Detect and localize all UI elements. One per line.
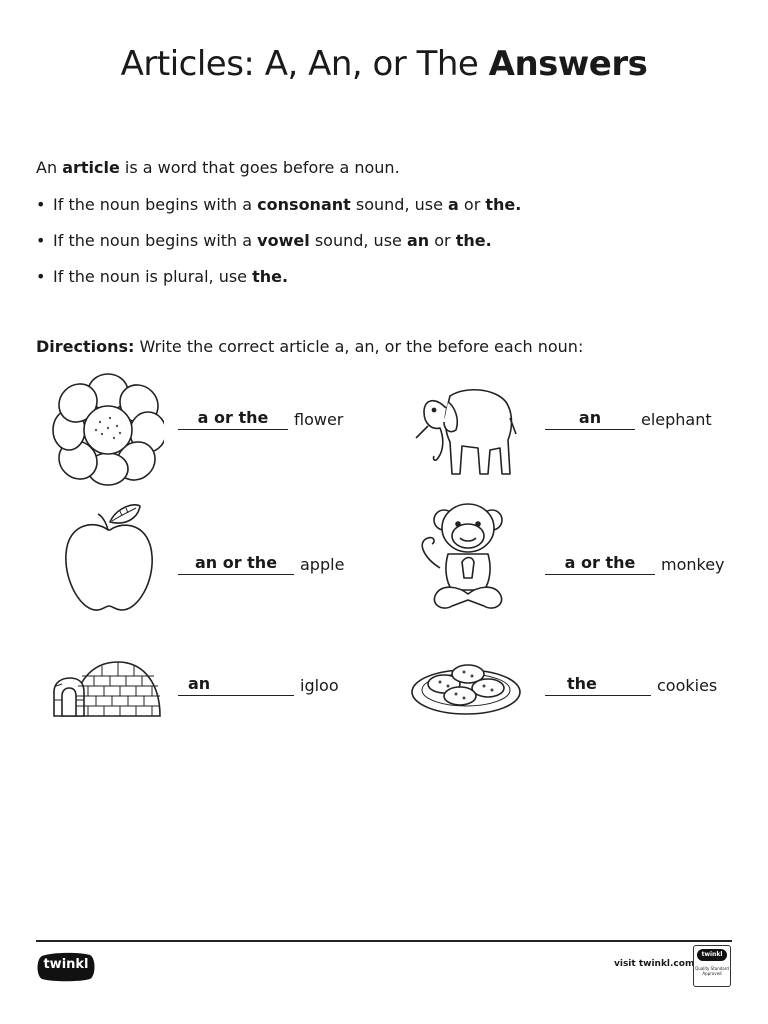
intro-post: is a word that goes before a noun. <box>124 158 400 177</box>
rule-text: sound, use <box>355 195 443 214</box>
rule-consonant <box>36 194 521 230</box>
title-answers: Answers <box>488 44 648 84</box>
rule-text: If the noun begins with a <box>53 195 253 214</box>
answer-blank[interactable]: the <box>545 674 651 696</box>
twinkl-logo[interactable] <box>36 950 96 984</box>
noun-label: apple <box>300 555 345 574</box>
page-title <box>0 44 768 84</box>
directions-label: Directions: <box>36 337 135 356</box>
answer-blank[interactable]: a or the <box>178 408 288 430</box>
answer-blank[interactable]: a or the <box>545 553 655 575</box>
rule-text: If the noun is plural, use <box>53 267 248 286</box>
noun-label: monkey <box>661 555 725 574</box>
answer-row-apple <box>178 553 344 575</box>
rule-text: or <box>434 231 451 250</box>
directions <box>36 337 583 356</box>
rule-keyword: consonant <box>257 195 351 214</box>
igloo-icon <box>52 654 164 720</box>
rule-text: sound, use <box>314 231 402 250</box>
flower-icon <box>52 370 164 486</box>
answer-row-igloo <box>178 674 339 696</box>
noun-label: flower <box>294 410 344 429</box>
apple-icon <box>62 500 156 616</box>
logo-text: twinkl <box>43 957 89 972</box>
rule-text: If the noun begins with a <box>53 231 253 250</box>
badge-logo: twinkl <box>697 949 727 961</box>
noun-label: igloo <box>300 676 339 695</box>
answer-row-flower <box>178 408 343 430</box>
answer-blank[interactable]: an or the <box>178 553 294 575</box>
monkey-icon <box>414 502 518 616</box>
answer-blank[interactable]: an <box>178 674 294 696</box>
rule-vowel <box>36 230 521 266</box>
visit-link[interactable]: visit twinkl.com <box>614 959 695 969</box>
rule-text: or <box>463 195 481 214</box>
rule-keyword: vowel <box>257 231 310 250</box>
rule-article: an <box>406 231 430 250</box>
quality-badge <box>693 945 731 987</box>
rule-plural <box>36 266 521 302</box>
rule-article: a <box>448 195 459 214</box>
rule-article: the. <box>252 267 289 286</box>
answer-blank[interactable]: an <box>545 408 635 430</box>
rules-list <box>36 194 521 302</box>
cookies-icon <box>410 654 522 718</box>
directions-text: Write the correct article a, an, or the before each noun: <box>139 337 584 356</box>
footer-divider <box>36 940 732 942</box>
rule-article: the. <box>485 195 522 214</box>
noun-label: cookies <box>657 676 718 695</box>
intro-pre: An <box>36 158 58 177</box>
answer-row-cookies <box>545 674 717 696</box>
answer-row-monkey <box>545 553 725 575</box>
title-main: Articles: A, An, or The <box>120 44 479 84</box>
badge-text: Quality Standard Approved <box>695 966 729 976</box>
rule-article: the. <box>455 231 492 250</box>
answer-row-elephant <box>545 408 712 430</box>
elephant-icon <box>410 378 522 478</box>
noun-label: elephant <box>641 410 712 429</box>
intro-keyword: article <box>62 158 120 177</box>
intro-text <box>36 158 400 177</box>
